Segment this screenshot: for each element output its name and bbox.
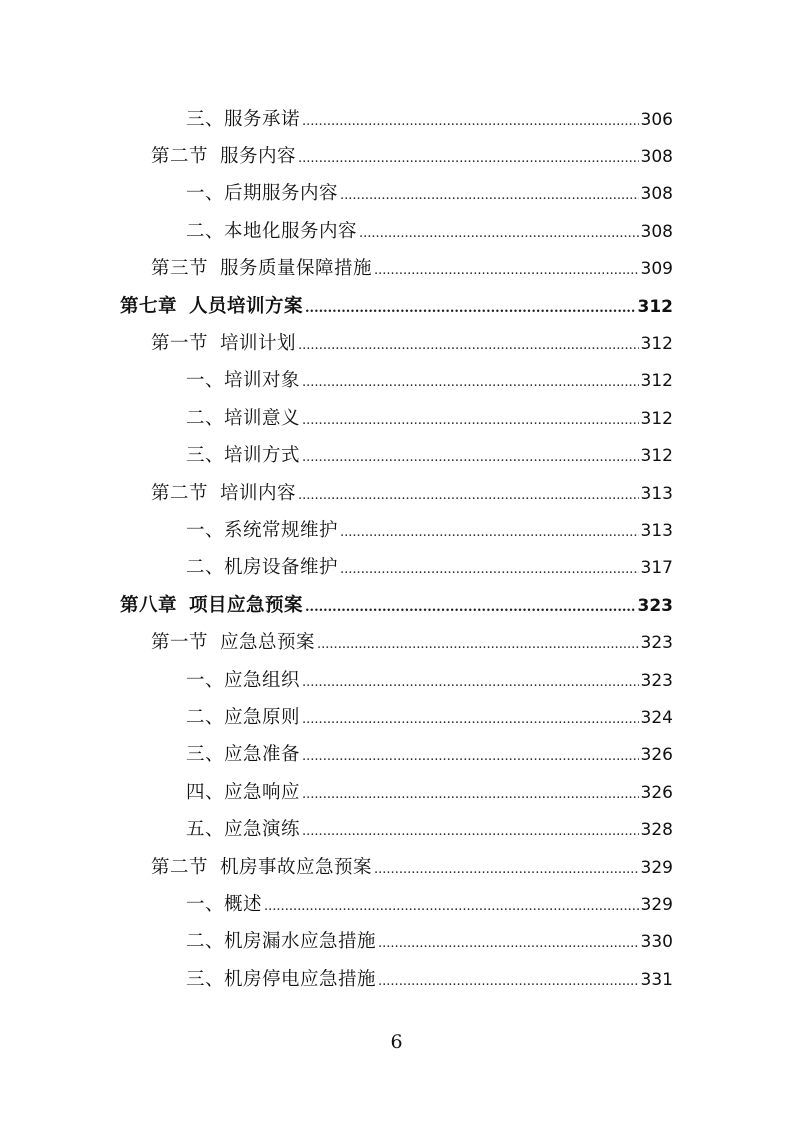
toc-entry[interactable] [0, 625, 793, 662]
toc-entry[interactable] [0, 513, 793, 550]
dot-leader [302, 409, 639, 433]
toc-entry-title: 应急总预案 [220, 632, 316, 654]
toc-entry-number: 第一节 [151, 632, 209, 654]
toc-entry[interactable] [0, 139, 793, 176]
toc-entry[interactable] [0, 326, 793, 363]
toc-entry-number: 第一节 [151, 333, 209, 355]
toc-entry[interactable] [0, 476, 793, 513]
table-of-contents [0, 102, 793, 999]
toc-entry-number: 第七章 [120, 295, 178, 317]
toc-entry-title: 机房停电应急措施 [224, 968, 377, 990]
page-number: 6 [390, 1031, 403, 1053]
toc-entry[interactable] [0, 102, 793, 139]
toc-entry[interactable] [0, 439, 793, 476]
toc-entry[interactable] [0, 738, 793, 775]
toc-entry-page: 317 [640, 558, 673, 579]
toc-entry[interactable] [0, 887, 793, 924]
toc-entry-number: 第二节 [151, 146, 209, 168]
toc-entry[interactable] [0, 663, 793, 700]
toc-entry-page: 323 [640, 670, 673, 691]
toc-entry[interactable] [0, 214, 793, 251]
dot-leader [302, 671, 639, 695]
dot-leader [378, 932, 639, 956]
toc-entry-number: 第二节 [151, 856, 209, 878]
toc-entry-page: 312 [640, 408, 673, 429]
dot-leader [298, 334, 639, 358]
toc-entry-title: 系统常规维护 [224, 519, 339, 541]
toc-entry-page: 308 [640, 184, 673, 205]
toc-entry-page: 324 [640, 707, 673, 728]
dot-leader [378, 970, 639, 994]
toc-entry-number: 四、 [186, 781, 225, 803]
toc-entry-number: 一、 [186, 370, 225, 392]
toc-entry-number: 第八章 [120, 594, 178, 616]
dot-leader [302, 110, 639, 134]
toc-entry-number: 一、 [186, 183, 225, 205]
toc-entry-title: 服务承诺 [224, 108, 301, 130]
toc-entry-number: 五、 [186, 819, 225, 841]
dot-leader [305, 297, 635, 321]
toc-entry-number: 一、 [186, 519, 225, 541]
toc-entry-page: 312 [640, 371, 673, 392]
toc-entry-page: 330 [640, 932, 673, 953]
toc-entry-title: 本地化服务内容 [224, 220, 358, 242]
dot-leader [305, 596, 635, 620]
toc-entry[interactable] [0, 252, 793, 289]
toc-entry-page: 323 [640, 633, 673, 654]
toc-entry-number: 二、 [186, 931, 225, 953]
toc-entry-title: 机房事故应急预案 [220, 856, 373, 878]
dot-leader [340, 558, 639, 582]
toc-entry-page: 328 [640, 820, 673, 841]
toc-entry-title: 人员培训方案 [189, 295, 304, 317]
toc-entry-page: 313 [640, 520, 673, 541]
toc-entry[interactable] [0, 962, 793, 999]
toc-entry-title: 应急演练 [224, 819, 301, 841]
toc-entry-title: 培训计划 [220, 333, 297, 355]
toc-entry-title: 概述 [224, 893, 263, 915]
toc-entry-number: 三、 [186, 968, 225, 990]
toc-chapter-entry[interactable] [0, 289, 793, 326]
toc-entry[interactable] [0, 812, 793, 849]
toc-entry-number: 三、 [186, 108, 225, 130]
toc-entry-number: 二、 [186, 407, 225, 429]
toc-entry-title: 应急响应 [224, 781, 301, 803]
toc-entry-number: 二、 [186, 706, 225, 728]
toc-entry-title: 应急原则 [224, 706, 301, 728]
toc-entry[interactable] [0, 775, 793, 812]
dot-leader [302, 708, 639, 732]
toc-entry-number: 二、 [186, 220, 225, 242]
dot-leader [340, 521, 639, 545]
dot-leader [340, 184, 639, 208]
dot-leader [317, 633, 639, 657]
toc-entry[interactable] [0, 364, 793, 401]
toc-entry-page: 309 [640, 259, 673, 280]
toc-entry-page: 331 [640, 969, 673, 990]
toc-entry-page: 306 [640, 109, 673, 130]
dot-leader [374, 858, 639, 882]
toc-chapter-entry[interactable] [0, 588, 793, 625]
toc-entry-title: 培训意义 [224, 407, 301, 429]
toc-entry-page: 312 [637, 296, 673, 317]
dot-leader [302, 783, 639, 807]
toc-entry-page: 313 [640, 483, 673, 504]
toc-entry-title: 培训对象 [224, 370, 301, 392]
toc-entry[interactable] [0, 551, 793, 588]
dot-leader [302, 820, 639, 844]
toc-entry-title: 培训方式 [224, 445, 301, 467]
toc-entry-title: 应急组织 [224, 669, 301, 691]
toc-entry-number: 一、 [186, 893, 225, 915]
toc-entry[interactable] [0, 401, 793, 438]
toc-entry-page: 326 [640, 782, 673, 803]
toc-entry-number: 二、 [186, 557, 225, 579]
toc-entry[interactable] [0, 177, 793, 214]
dot-leader [264, 895, 639, 919]
toc-entry-number: 第二节 [151, 482, 209, 504]
toc-entry-number: 三、 [186, 445, 225, 467]
toc-entry-number: 三、 [186, 744, 225, 766]
toc-entry-page: 323 [637, 595, 673, 616]
toc-entry-page: 308 [640, 147, 673, 168]
toc-entry[interactable] [0, 700, 793, 737]
dot-leader [374, 259, 639, 283]
dot-leader [359, 222, 639, 246]
toc-entry-title: 服务质量保障措施 [220, 258, 373, 280]
toc-entry-page: 326 [640, 745, 673, 766]
toc-entry-title: 机房设备维护 [224, 557, 339, 579]
toc-entry[interactable] [0, 925, 793, 962]
toc-entry-number: 第三节 [151, 258, 209, 280]
toc-entry-title: 服务内容 [220, 146, 297, 168]
toc-entry-page: 312 [640, 334, 673, 355]
toc-entry-page: 329 [640, 857, 673, 878]
dot-leader [298, 147, 639, 171]
toc-entry-number: 一、 [186, 669, 225, 691]
dot-leader [298, 484, 639, 508]
toc-entry-title: 培训内容 [220, 482, 297, 504]
dot-leader [302, 745, 639, 769]
toc-entry-title: 后期服务内容 [224, 183, 339, 205]
toc-entry-page: 329 [640, 894, 673, 915]
dot-leader [302, 446, 639, 470]
toc-entry-title: 项目应急预案 [189, 594, 304, 616]
toc-entry-page: 312 [640, 446, 673, 467]
toc-entry[interactable] [0, 850, 793, 887]
toc-entry-title: 应急准备 [224, 744, 301, 766]
toc-entry-page: 308 [640, 221, 673, 242]
toc-entry-title: 机房漏水应急措施 [224, 931, 377, 953]
dot-leader [302, 371, 639, 395]
